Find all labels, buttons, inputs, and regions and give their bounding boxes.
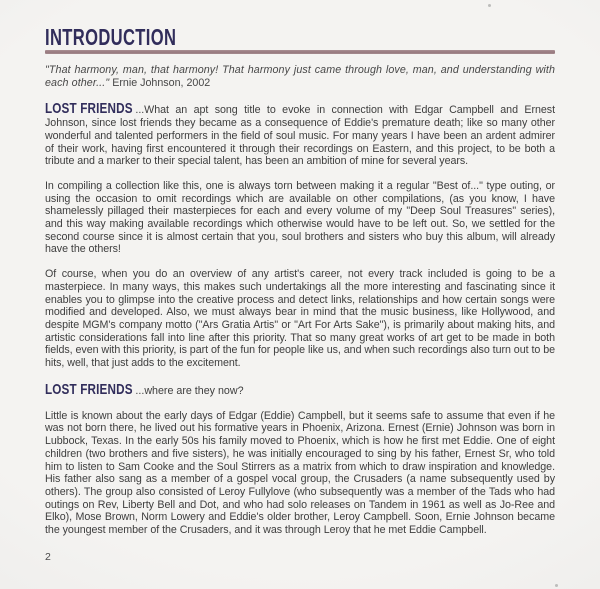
scan-artifact-speck-bottom bbox=[555, 584, 558, 587]
paragraph-lost-friends-intro bbox=[45, 100, 555, 168]
paragraph-text: Of course, when you do an overview of any artist's career, not every track included is going to be a masterpiece. In many ways, this makes such undertakings all the more interesting and fascinating since it enables you to glimpse into the creative process and detect links, relationships and how certain songs were modified and developed. Also, we must always bear in mind that the music business, like Hollywood, and despite MGM's company motto ("Ars Gratia Artis" or "Art For Arts Sake"), is primarily about making hits, and artistic considerations fall into line after this priority. That so many great works of art get to be made in both fields, even with this priority, is part of the fun for people like us, and when such recordings also turn out to be hits, well, that just adds to the excitement. bbox=[45, 268, 555, 370]
epigraph-quote bbox=[45, 64, 555, 89]
page-title: INTRODUCTION bbox=[45, 24, 177, 50]
paragraph-text: In compiling a collection like this, one is always torn between making it a regular "Best of..." type outing, or using the occasion to omit recordings which are available on other compilations, (as you know, I have shamelessly pillaged their masterpieces for each and every volume of my "Deep Soul Treasures" series), and this way making available recordings which otherwise would have to be left out. So, we settled for the second course since it is almost certain that you, soul brothers and sisters who buy this album, will already have the others! bbox=[45, 179, 555, 256]
paragraph-text: ...What an apt song title to evoke in connection with Edgar Campbell and Ernest Johnson, since lost friends they became as a consequence of Eddie's premature death; like so many other wonderful and talented performers in the field of soul music. For many years I have been an ardent admirer of their work, having first encountered it through their recordings on Eastern, and this project, to be both a tribute and a marker to their special talent, has been an ambition of mine for several years. bbox=[45, 104, 555, 168]
title-underline-rule bbox=[45, 50, 555, 54]
subheading-text: ...where are they now? bbox=[135, 384, 244, 397]
subheading-lead-lost-friends: LOST FRIENDS bbox=[45, 380, 133, 398]
quote-text: "That harmony, man, that harmony! That harmony just came through love, man, and understanding with each other..." bbox=[45, 64, 555, 89]
paragraph-lead-lost-friends: LOST FRIENDS bbox=[45, 100, 133, 118]
quote-attribution: Ernie Johnson, 2002 bbox=[112, 76, 211, 89]
subheading-where-are-they-now bbox=[45, 380, 555, 398]
paragraph-compiling bbox=[45, 180, 555, 256]
paragraph-text: Little is known about the early days of Edgar (Eddie) Campbell, but it seems safe to assume that even if he was not born there, he lived out his formative years in Phoenix, Arizona. Ernest (Ernie) Johnson was born in Lubbock, Texas. In the early 50s his family moved to Phoenix, which is how he first met Eddie. One of eight children (two brothers and five sisters), he was initially encouraged to sing by his father, Ernest Sr, who told him to listen to Sam Cooke and the Soul Stirrers as a matrix from which to draw inspiration and knowledge. His father also sang as a member of a gospel vocal group, the Crusaders (a name subsequently used by others). The group also consisted of Leroy Fullylove (who subsequently was a member of the Tads who had outings on Rev, Liberty Bell and Dot, and who had solo releases on Tandem in 1961 as well as Jo-Ree and Elko), Mose Brown, Norm Lowery and Eddie's older brother, Leroy Campbell. Soon, Ernie Johnson became the youngest member of the Crusaders, and it was through Leroy that he met Eddie Campbell. bbox=[45, 409, 555, 537]
paragraph-overview bbox=[45, 268, 555, 370]
paragraph-early-days bbox=[45, 410, 555, 537]
scan-artifact-speck-top bbox=[488, 4, 491, 7]
page-number: 2 bbox=[45, 550, 51, 563]
